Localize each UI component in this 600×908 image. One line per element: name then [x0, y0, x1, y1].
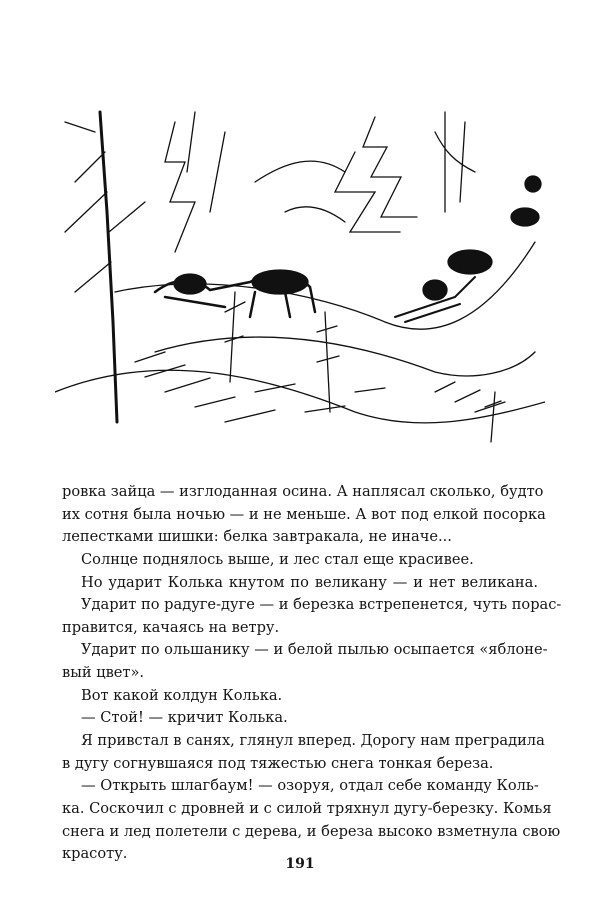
text-line: Ударит по ольшанику — и белой пылью осыпается «яблоне- [81, 641, 548, 659]
illustration-winter-forest-sleighs [55, 92, 545, 454]
text-line: ровка зайца — изглоданная осина. А наплясал сколько, будто [62, 483, 544, 500]
text-line: снега и лед полетели с дерева, и береза высоко взметнула свою [62, 822, 561, 840]
text-line: правится, качаясь на ветру. [62, 618, 280, 636]
text-line: — Стой! — кричит Колька. [81, 709, 288, 727]
text-line: Солнце поднялось выше, и лес стал еще красивее. [81, 550, 474, 568]
text-line: ка. Соскочил с дровней и с силой тряхнул дугу-березку. Комья [62, 799, 552, 817]
text-line: Я привстал в санях, глянул вперед. Дорогу нам преградила [81, 732, 545, 750]
text-line: Вот какой колдун Колька. [81, 686, 283, 704]
page-number: 191 [285, 856, 315, 872]
text-line: их сотня была ночью — и не меньше. А вот под елкой посорка [62, 505, 546, 523]
text-line: вый цвет». [62, 664, 145, 682]
text-line: Но ударит Колька кнутом по великану — и нет великана. [81, 573, 538, 591]
text-line: — Открыть шлагбаум! — озоруя, отдал себе команду Коль- [81, 777, 539, 795]
text-line: Ударит по радуге-дуге — и березка встрепенется, чуть порас- [81, 596, 562, 614]
text-line: лепестками шишки: белка завтракала, не иначе... [62, 528, 452, 546]
text-line: красоту. [62, 845, 128, 863]
body-text [62, 481, 562, 866]
text-line: в дугу согнувшаяся под тяжестью снега тонкая береза. [62, 754, 494, 772]
